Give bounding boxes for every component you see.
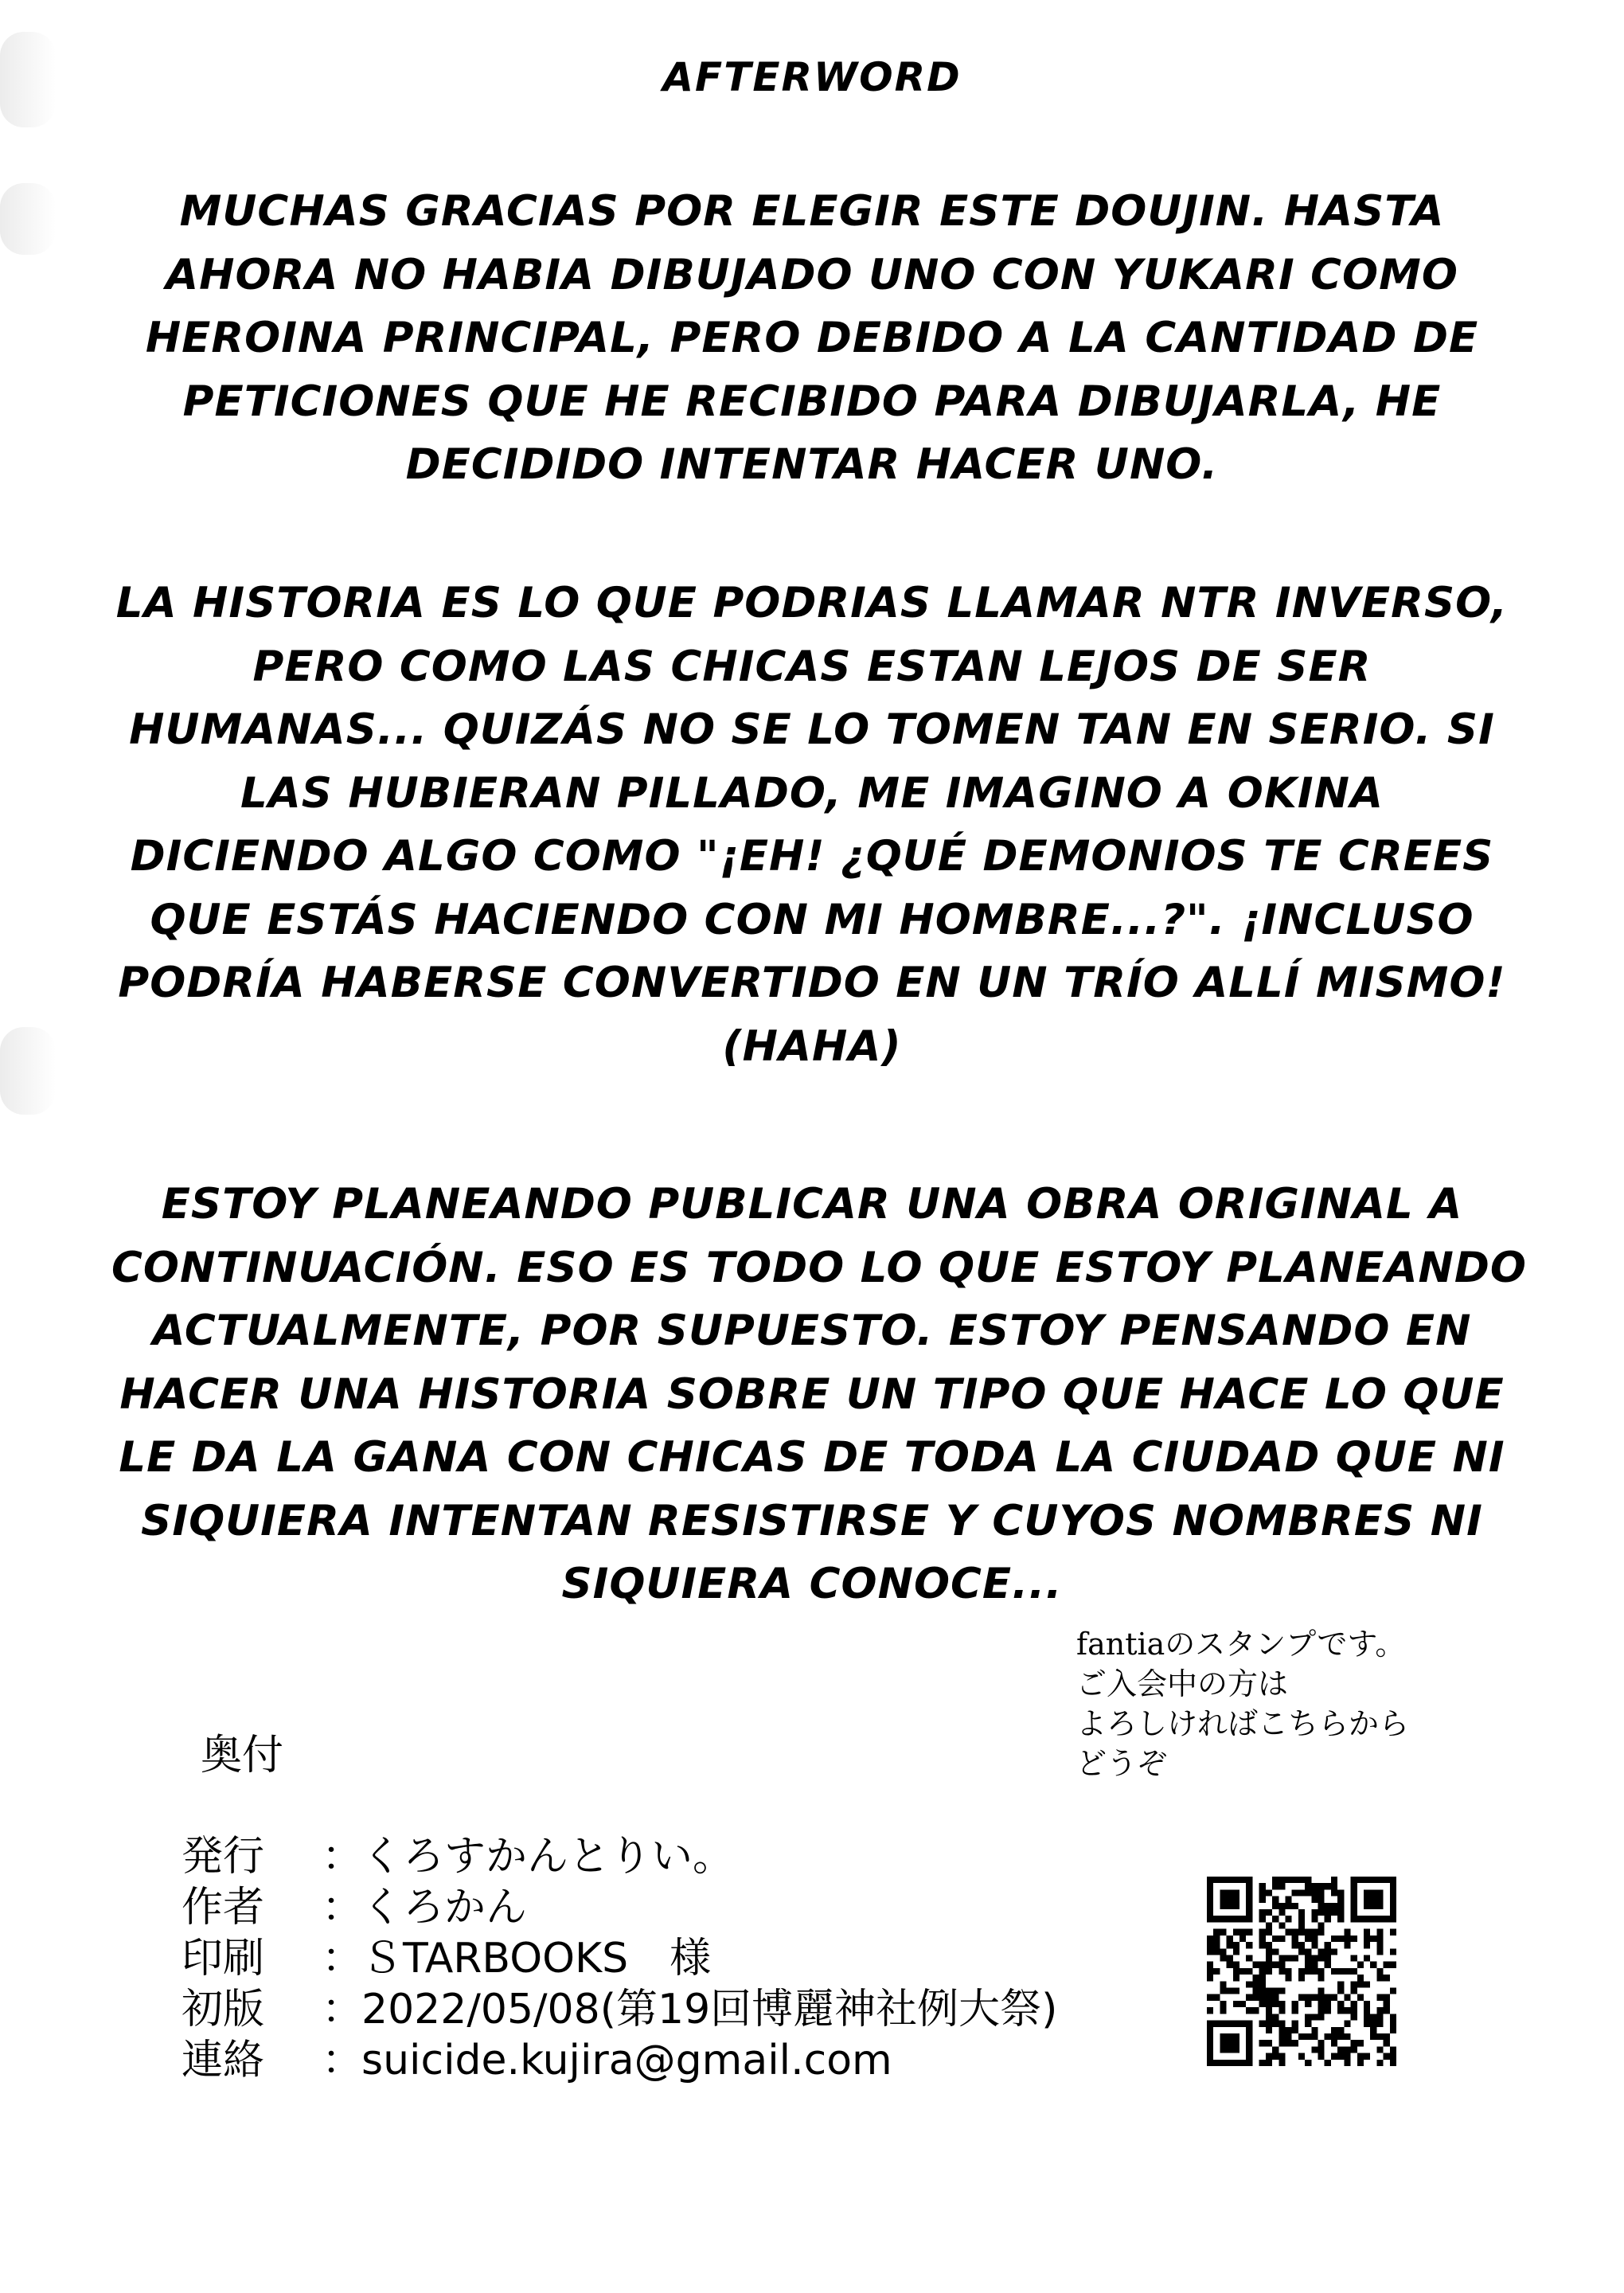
colophon-label: 連絡	[182, 2037, 265, 2084]
text-line: LE DA LA GANA CON CHICAS DE TODA LA CIUDAD QUE NI	[119, 1433, 1505, 1482]
colophon-separator: ：	[322, 1935, 364, 1982]
text-line: AHORA NO HABIA DIBUJADO UNO CON YUKARI COMO	[166, 250, 1458, 299]
colophon-separator: ：	[322, 1986, 364, 2033]
colophon-row-contact	[182, 2035, 1057, 2086]
colophon-label: 発行	[182, 1833, 265, 1881]
colophon-value: ＳTARBOOKS 様	[361, 1935, 712, 1982]
text-line: QUE ESTÁS HACIENDO CON MI HOMBRE...?". ¡INCLUSO	[150, 895, 1474, 944]
text-line: DICIENDO ALGO COMO "¡EH! ¿QUÉ DEMONIOS TE CREES	[130, 832, 1494, 881]
colophon-value: 2022/05/08(第19回博麗神社例大祭)	[361, 1986, 1058, 2033]
qr-code-icon[interactable]	[1207, 1877, 1396, 2066]
text-line: SIQUIERA INTENTAN RESISTIRSE Y CUYOS NOMBRES NI	[141, 1496, 1483, 1545]
stamp-note-line: ご入会中の方は	[1076, 1666, 1289, 1701]
colophon-row-author	[182, 1882, 1057, 1933]
text-line: ACTUALMENTE, POR SUPUESTO. ESTOY PENSANDO EN	[152, 1307, 1472, 1355]
colophon-separator: ：	[322, 1884, 364, 1932]
stamp-note-line: どうぞ	[1076, 1746, 1168, 1781]
text-line: DECIDIDO INTENTAR HACER UNO.	[405, 440, 1219, 489]
colophon-separator: ：	[322, 2037, 364, 2084]
text-line: HEROINA PRINCIPAL, PERO DEBIDO A LA CANTIDAD DE	[145, 314, 1479, 362]
text-line: MUCHAS GRACIAS POR ELEGIR ESTE DOUJIN. HASTA	[179, 187, 1445, 236]
text-line: PETICIONES QUE HE RECIBIDO PARA DIBUJARLA, HE	[182, 377, 1442, 426]
text-line: HACER UNA HISTORIA SOBRE UN TIPO QUE HACE LO QUE	[119, 1369, 1505, 1419]
stamp-note-line: よろしければこちらから	[1076, 1706, 1410, 1741]
colophon-row-printer	[182, 1933, 1057, 1984]
text-line: HUMANAS... QUIZÁS NO SE LO TOMEN TAN EN SERIO. SI	[129, 705, 1495, 754]
text-line: CONTINUACIÓN. ESO ES TODO LO QUE ESTOY PLANEANDO	[111, 1243, 1527, 1292]
scan-texture	[0, 1027, 56, 1115]
colophon-value: suicide.kujira@gmail.com	[361, 2037, 892, 2084]
colophon-separator: ：	[322, 1833, 364, 1881]
text-line: PERO COMO LAS CHICAS ESTAN LEJOS DE SER	[252, 642, 1372, 691]
colophon-label: 初版	[182, 1986, 265, 2033]
text-line: ESTOY PLANEANDO PUBLICAR UNA OBRA ORIGINAL A	[161, 1180, 1463, 1229]
scan-texture	[0, 183, 56, 255]
colophon-label: 印刷	[182, 1935, 265, 1982]
colophon	[182, 1831, 1057, 2086]
text-line: (HAHA)	[722, 1021, 902, 1071]
paragraph-story	[111, 572, 1513, 1078]
colophon-heading: 奥付	[201, 1732, 284, 1779]
paragraph-next-work	[111, 1173, 1527, 1616]
colophon-value: くろすかんとりい。	[361, 1833, 735, 1881]
text-line: LA HISTORIA ES LO QUE PODRIAS LLAMAR NTR INVERSO,	[115, 579, 1509, 627]
stamp-note-line: fantiaのスタンプです。	[1076, 1627, 1406, 1662]
colophon-label: 作者	[182, 1884, 265, 1932]
colophon-row-publisher	[182, 1831, 1057, 1882]
text-line: PODRÍA HABERSE CONVERTIDO EN UN TRÍO ALLÍ MISMO!	[118, 959, 1506, 1007]
colophon-row-first-edition	[182, 1984, 1057, 2035]
text-line: LAS HUBIERAN PILLADO, ME IMAGINO A OKINA	[240, 768, 1384, 818]
page-title: AFTERWORD	[662, 54, 962, 100]
text-line: SIQUIERA CONOCE...	[561, 1560, 1063, 1608]
fantia-stamp-note	[1076, 1624, 1409, 1783]
paragraph-thanks	[111, 180, 1513, 497]
colophon-value: くろかん	[361, 1884, 528, 1932]
